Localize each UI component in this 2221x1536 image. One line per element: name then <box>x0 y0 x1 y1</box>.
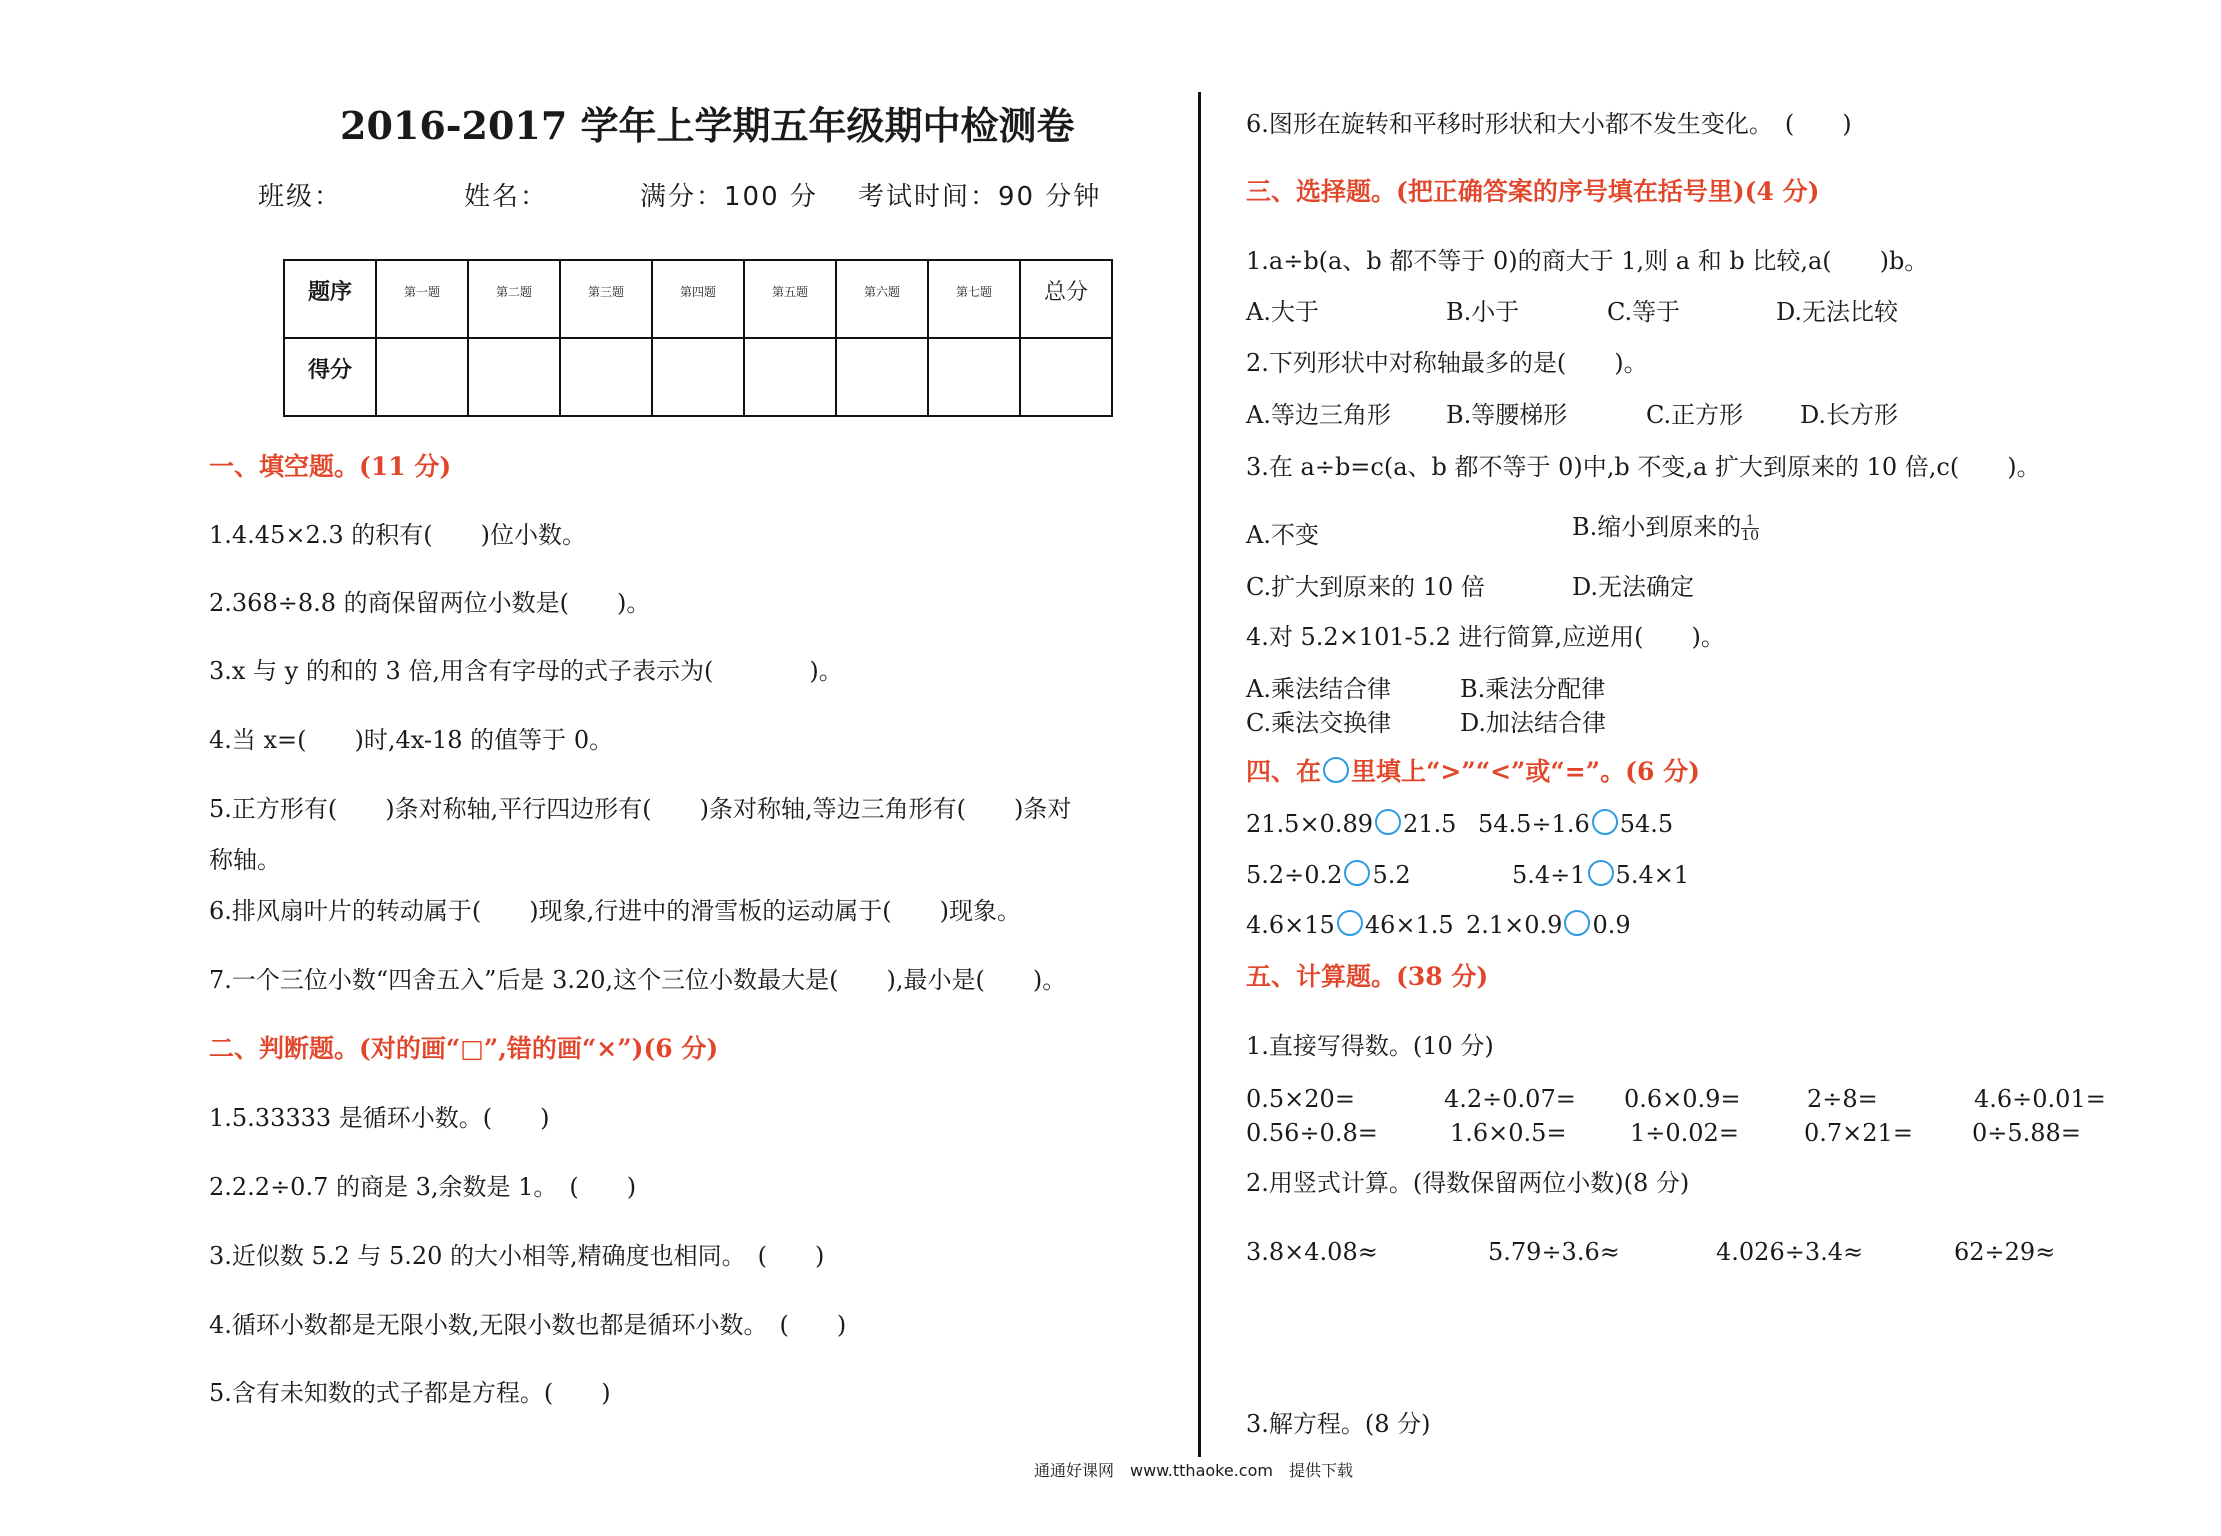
score-cell[interactable] <box>744 338 836 416</box>
s5-vertical-2: 5.79÷3.6≈ <box>1488 1238 1620 1266</box>
score-cell[interactable] <box>652 338 744 416</box>
column-total: 总分 <box>1020 260 1112 338</box>
s3-q3: 3.在 a÷b=c(a、b 都不等于 0)中,b 不变,a 扩大到原来的 10 倍,c( )。 <box>1246 453 2041 481</box>
s1-item-2: 2.368÷8.8 的商保留两位小数是( )。 <box>209 589 651 617</box>
column-q2: 第二题 <box>468 260 560 338</box>
s4-pair-5-right: 46×1.5 <box>1364 911 1454 939</box>
s2-item-3: 3.近似数 5.2 与 5.20 的大小相等,精确度也相同。 ( ) <box>209 1242 825 1270</box>
s1-item-6: 6.排风扇叶片的转动属于( )现象,行进中的滑雪板的运动属于( )现象。 <box>209 897 1021 925</box>
s5-vertical-1: 3.8×4.08≈ <box>1246 1238 1378 1266</box>
column-q3: 第三题 <box>560 260 652 338</box>
s4-pair-4-right: 5.4×1 <box>1615 861 1690 889</box>
compare-circle-icon[interactable] <box>1337 910 1363 936</box>
section4-title-post: 里填上“>”“<”或“=”。(6 分) <box>1351 757 1700 786</box>
column-q7: 第七题 <box>928 260 1020 338</box>
s5-r1-c5: 4.6÷0.01= <box>1974 1085 2106 1113</box>
s2-item-6: 6.图形在旋转和平移时形状和大小都不发生变化。 ( ) <box>1246 110 1852 138</box>
score-cell[interactable] <box>376 338 468 416</box>
full-score: 满分：100 分 <box>640 182 818 212</box>
compare-circle-icon[interactable] <box>1592 809 1618 835</box>
s4-pair-6-right: 0.9 <box>1592 911 1631 939</box>
compare-circle-icon[interactable] <box>1375 809 1401 835</box>
exam-time: 考试时间：90 分钟 <box>858 182 1102 212</box>
s4-pair-2-left: 54.5÷1.6 <box>1478 810 1590 838</box>
section1-title: 一、填空题。(11 分) <box>209 452 452 481</box>
s3-q1-opt-b: B.小于 <box>1446 298 1520 326</box>
compare-circle-icon[interactable] <box>1344 860 1370 886</box>
column-q1: 第一题 <box>376 260 468 338</box>
s3-q1-opt-c: C.等于 <box>1607 298 1681 326</box>
score-cell[interactable] <box>468 338 560 416</box>
s4-pair-4-left: 5.4÷1 <box>1512 861 1586 889</box>
s1-item-1: 1.4.45×2.3 的积有( )位小数。 <box>209 521 586 549</box>
s3-q3-opt-d: D.无法确定 <box>1572 573 1695 601</box>
name-label: 姓名： <box>464 182 549 212</box>
section3-title: 三、选择题。(把正确答案的序号填在括号里)(4 分) <box>1246 177 1820 206</box>
s3-q4-opt-d: D.加法结合律 <box>1460 709 1607 737</box>
row-label-score: 得分 <box>284 338 376 416</box>
score-cell[interactable] <box>1020 338 1112 416</box>
s5-r2-c2: 1.6×0.5= <box>1450 1119 1567 1147</box>
s1-item-7: 7.一个三位小数“四舍五入”后是 3.20,这个三位小数最大是( ),最小是( )。 <box>209 966 1067 994</box>
s4-pair-3-left: 5.2÷0.2 <box>1246 861 1343 889</box>
s2-item-5: 5.含有未知数的式子都是方程。( ) <box>209 1379 611 1407</box>
s3-q2-opt-b: B.等腰梯形 <box>1446 401 1568 429</box>
score-cell[interactable] <box>928 338 1020 416</box>
s5-sub2: 2.用竖式计算。(得数保留两位小数)(8 分) <box>1246 1169 1690 1197</box>
score-table <box>283 259 1113 417</box>
s4-pair-1-left: 21.5×0.89 <box>1246 810 1373 838</box>
column-q6: 第六题 <box>836 260 928 338</box>
fraction-numerator: 1 <box>1741 514 1759 529</box>
s2-item-2: 2.2.2÷0.7 的商是 3,余数是 1。 ( ) <box>209 1173 637 1201</box>
section5-title: 五、计算题。(38 分) <box>1246 962 1489 991</box>
s5-r2-c3: 1÷0.02= <box>1630 1119 1739 1147</box>
s4-pair-2-right: 54.5 <box>1619 810 1674 838</box>
s5-r1-c3: 0.6×0.9= <box>1624 1085 1741 1113</box>
s1-item-3: 3.x 与 y 的和的 3 倍,用含有字母的式子表示为( )。 <box>209 657 843 685</box>
class-label: 班级： <box>258 182 343 212</box>
s4-pair-3 <box>1246 860 1411 890</box>
s1-item-4: 4.当 x=( )时,4x-18 的值等于 0。 <box>209 726 614 754</box>
compare-circle-icon[interactable] <box>1564 910 1590 936</box>
s3-q3-opt-c: C.扩大到原来的 10 倍 <box>1246 573 1485 601</box>
section2-title: 二、判断题。(对的画“□”,错的画“×”)(6 分) <box>209 1034 719 1063</box>
s5-r2-c4: 0.7×21= <box>1804 1119 1913 1147</box>
s4-pair-4 <box>1512 860 1689 890</box>
fraction-denominator: 10 <box>1741 528 1760 544</box>
score-table-score-row <box>284 338 1112 416</box>
circle-icon <box>1323 757 1349 783</box>
section4-title-pre: 四、在 <box>1246 757 1322 786</box>
column-q4: 第四题 <box>652 260 744 338</box>
s3-q3-opt-a: A.不变 <box>1246 521 1319 549</box>
s5-r2-c5: 0÷5.88= <box>1972 1119 2081 1147</box>
s3-q2-opt-a: A.等边三角形 <box>1246 401 1391 429</box>
s3-q1-opt-d: D.无法比较 <box>1776 298 1899 326</box>
s5-sub1: 1.直接写得数。(10 分) <box>1246 1032 1494 1060</box>
compare-circle-icon[interactable] <box>1588 860 1614 886</box>
s3-q3-opt-b-text: B.缩小到原来的 <box>1572 513 1742 541</box>
s3-q4: 4.对 5.2×101-5.2 进行简算,应逆用( )。 <box>1246 623 1725 651</box>
s3-q3-opt-b <box>1572 512 1759 543</box>
row-label-order: 题序 <box>284 260 376 338</box>
s5-r1-c4: 2÷8= <box>1807 1085 1878 1113</box>
s5-sub3: 3.解方程。(8 分) <box>1246 1410 1431 1438</box>
s2-item-4: 4.循环小数都是无限小数,无限小数也都是循环小数。 ( ) <box>209 1311 847 1339</box>
s3-q2-opt-c: C.正方形 <box>1646 401 1744 429</box>
s3-q2-opt-d: D.长方形 <box>1800 401 1899 429</box>
s4-pair-6 <box>1466 910 1631 940</box>
s4-pair-3-right: 5.2 <box>1372 861 1411 889</box>
s4-pair-1 <box>1246 809 1456 839</box>
s1-item-5: 5.正方形有( )条对称轴,平行四边形有( )条对称轴,等边三角形有( )条对 <box>209 795 1072 823</box>
exam-title: 2016-2017 学年上学期五年级期中检测卷 <box>340 103 1075 148</box>
s5-r1-c1: 0.5×20= <box>1246 1085 1355 1113</box>
s4-pair-5 <box>1246 910 1454 940</box>
fraction-one-tenth <box>1741 514 1759 543</box>
s4-pair-5-left: 4.6×15 <box>1246 911 1335 939</box>
s5-vertical-4: 62÷29≈ <box>1954 1238 2056 1266</box>
s4-pair-6-left: 2.1×0.9 <box>1466 911 1563 939</box>
s4-pair-2 <box>1478 809 1673 839</box>
section4-title <box>1246 757 1700 787</box>
s5-r2-c1: 0.56÷0.8= <box>1246 1119 1378 1147</box>
column-divider <box>1198 92 1201 1457</box>
score-cell[interactable] <box>560 338 652 416</box>
column-q5: 第五题 <box>744 260 836 338</box>
s3-q4-opt-b: B.乘法分配律 <box>1460 675 1606 703</box>
footer-source: 通通好课网 www.tthaoke.com 提供下载 <box>1034 1461 1353 1480</box>
s3-q2: 2.下列形状中对称轴最多的是( )。 <box>1246 349 1648 377</box>
s2-item-1: 1.5.33333 是循环小数。( ) <box>209 1104 550 1132</box>
s3-q4-opt-a: A.乘法结合律 <box>1246 675 1391 703</box>
s3-q1: 1.a÷b(a、b 都不等于 0)的商大于 1,则 a 和 b 比较,a( )b。 <box>1246 247 1929 275</box>
s3-q4-opt-c: C.乘法交换律 <box>1246 709 1392 737</box>
score-table-header-row <box>284 260 1112 338</box>
s5-vertical-3: 4.026÷3.4≈ <box>1716 1238 1864 1266</box>
s5-r1-c2: 4.2÷0.07= <box>1444 1085 1576 1113</box>
s3-q1-opt-a: A.大于 <box>1246 298 1319 326</box>
s1-item-5-cont: 称轴。 <box>209 846 281 874</box>
s4-pair-1-right: 21.5 <box>1402 810 1457 838</box>
score-cell[interactable] <box>836 338 928 416</box>
